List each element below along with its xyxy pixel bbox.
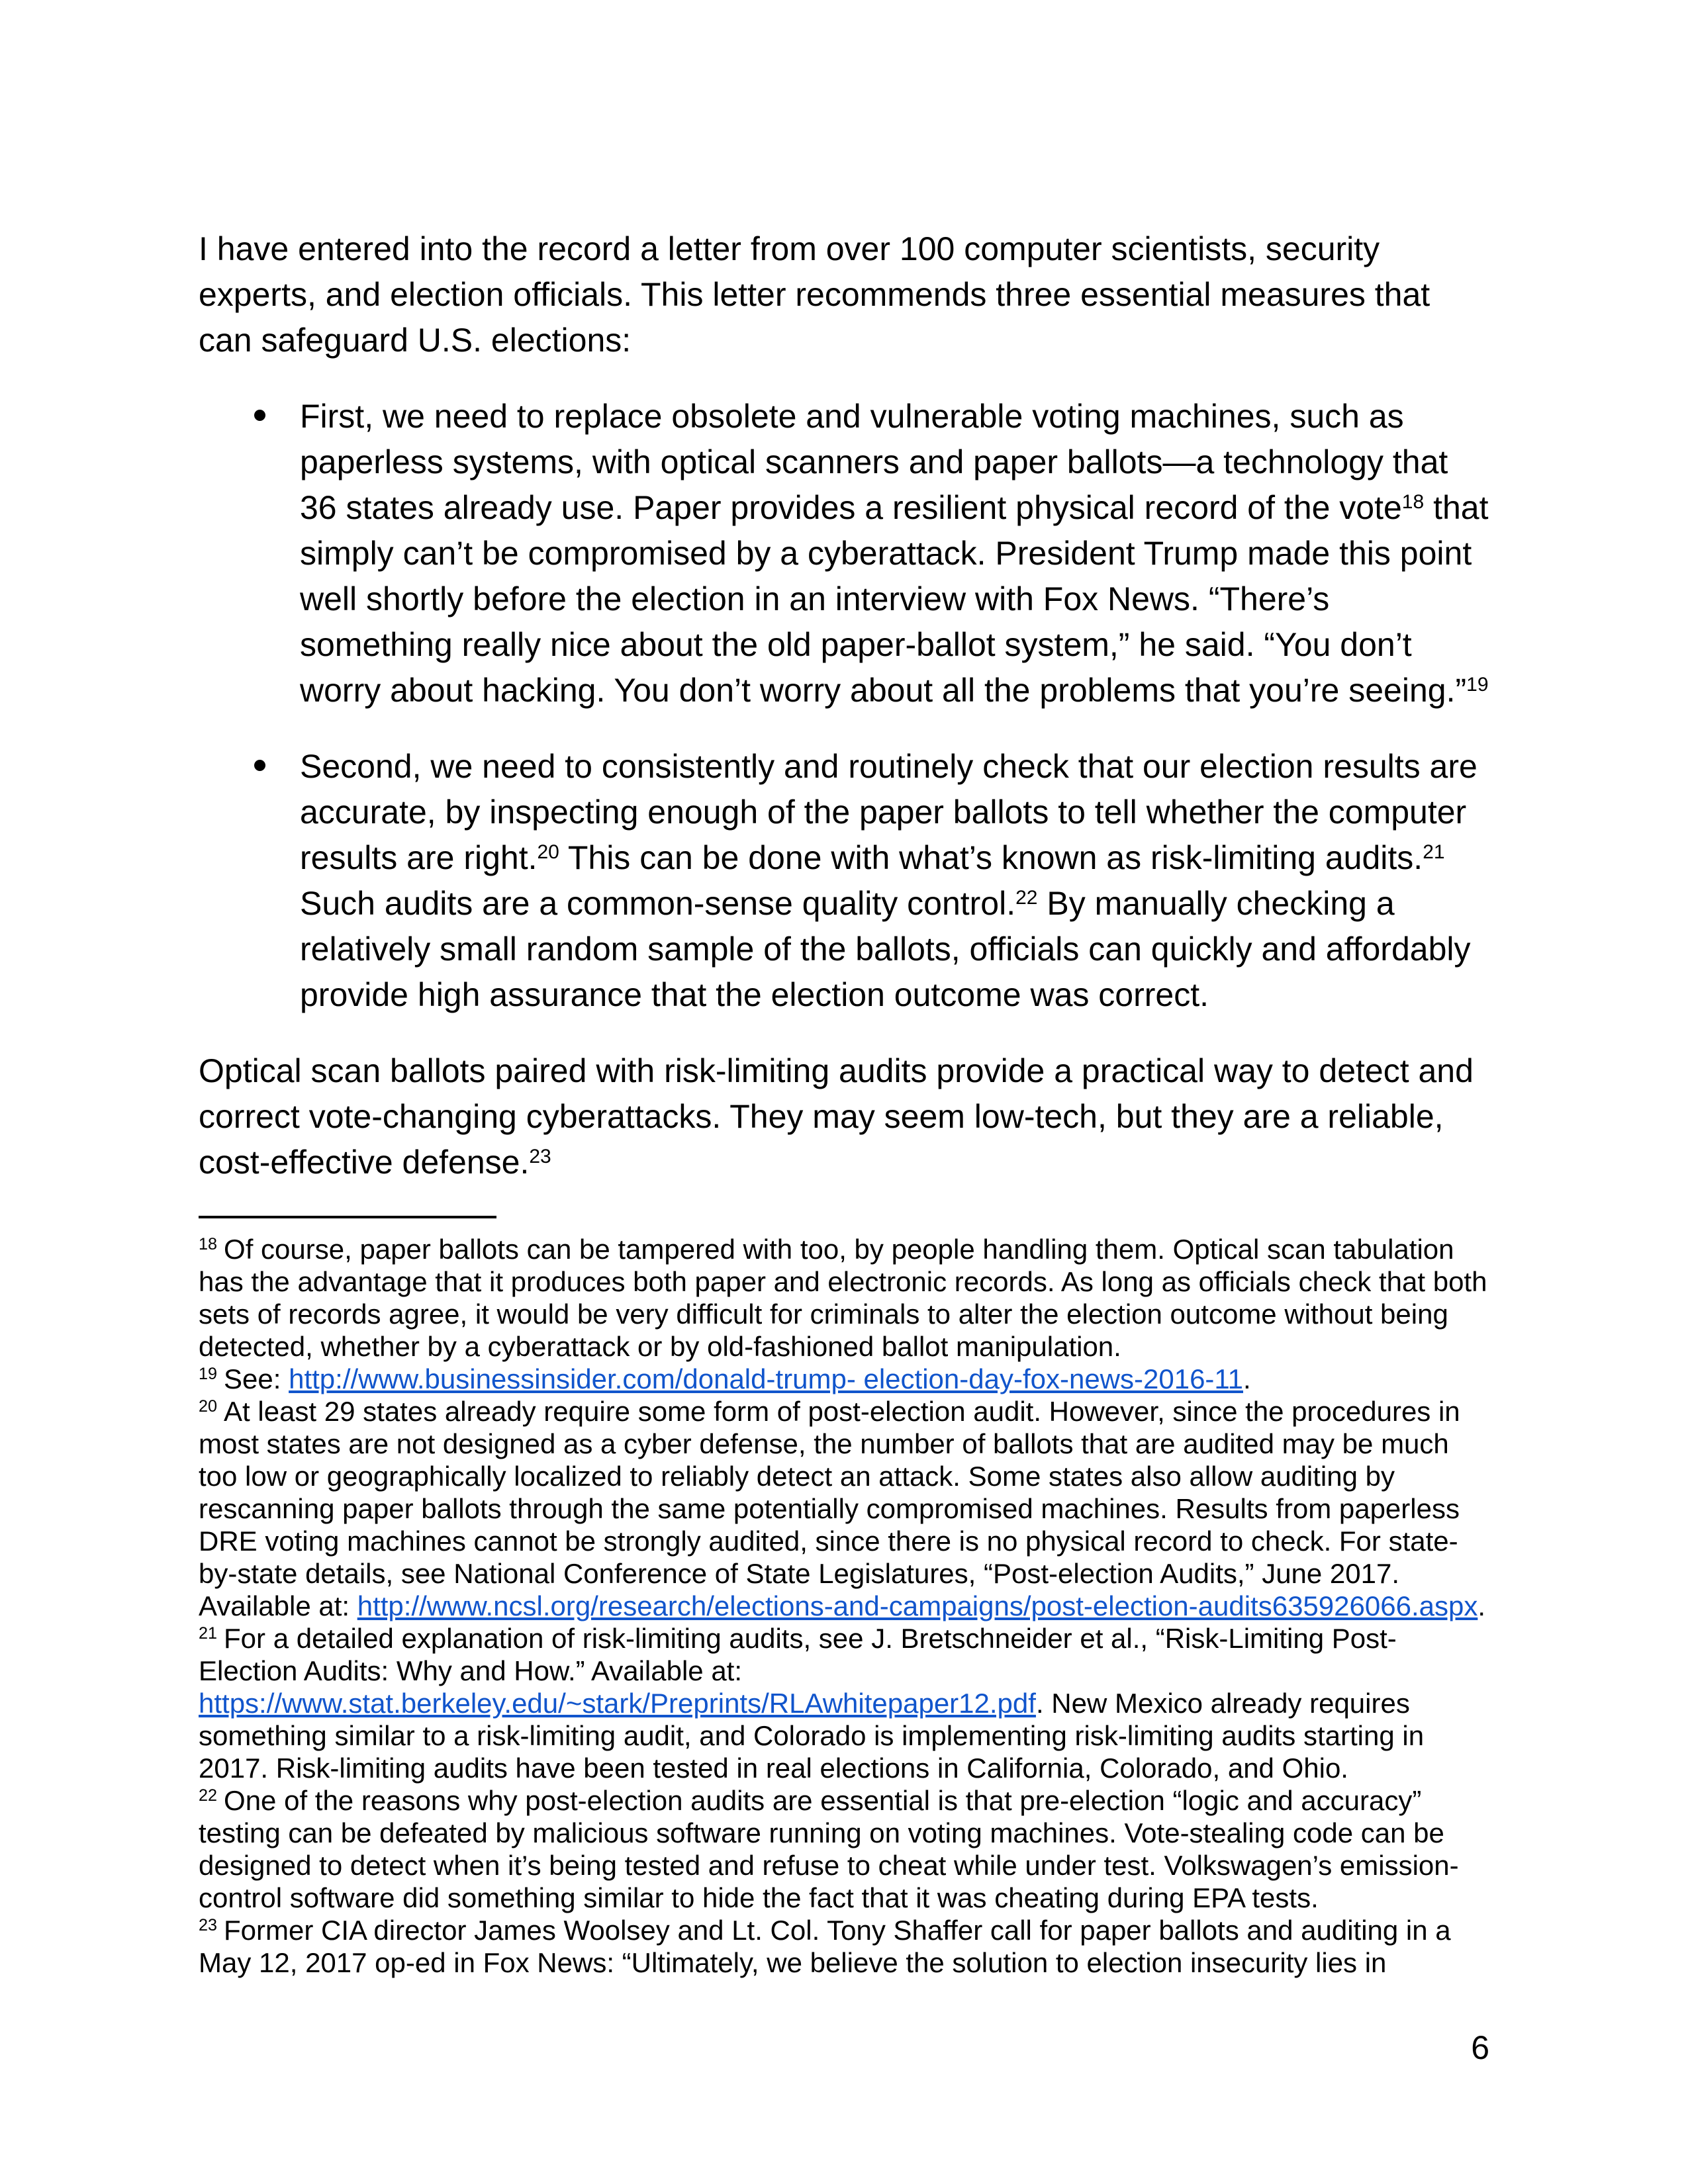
footnote-20 — [199, 1395, 1489, 1622]
footnote-number: 21 — [199, 1624, 218, 1643]
footnote-text: . New Mexico already requires something similar to a risk-limiting audit, and Colorado is implementing risk-limiting audits starting in 2017. Risk-limiting audits have been tested in real elections in California, Colorado, and Ohio. — [199, 1688, 1425, 1784]
text-segment: Such audits are a common-sense quality control. — [300, 885, 1016, 922]
document-body — [199, 226, 1489, 1185]
footnote-20-link[interactable]: http://www.ncsl.org/research/elections-and-campaigns/post-election-audits635926066.aspx — [357, 1590, 1478, 1621]
bullet-list — [199, 394, 1489, 1018]
footnote-ref-22: 22 — [1015, 886, 1038, 909]
footnote-number: 19 — [199, 1365, 218, 1384]
bullet-item-first — [199, 394, 1489, 713]
footnote-text: See: — [224, 1363, 289, 1394]
footnote-number: 18 — [199, 1235, 218, 1254]
footnote-text: . — [1243, 1363, 1251, 1394]
intro-paragraph — [199, 226, 1489, 363]
footnote-23 — [199, 1914, 1489, 1979]
footnote-ref-23: 23 — [529, 1145, 551, 1167]
footnotes-section — [199, 1233, 1489, 1979]
footnote-21 — [199, 1622, 1489, 1784]
footnote-number: 23 — [199, 1916, 218, 1935]
closing-paragraph — [199, 1048, 1489, 1185]
text-segment: First, we need to replace obsolete and vulnerable voting machines, such as paperless systems, with optical scanners and paper ballots—a technology that 36 states already use. Paper provides a resilient physical record of the vote — [300, 398, 1448, 526]
footnote-text: One of the reasons why post-election audits are essential is that pre-election “logic and accuracy” testing can be defeated by malicious software running on voting machines. Vote-stealing code can be designed to detect when it’s being tested and refuse to cheat while under test. Volkswagen’s emission-control software did something similar to hide the fact that it was cheating during EPA tests. — [199, 1785, 1459, 1913]
text-segment: By manually checking a relatively small random sample of the ballots, officials can quickly and affordably provide high assurance that the election outcome was correct. — [300, 885, 1471, 1013]
intro-text: I have entered into the record a letter from over 100 computer scientists, security experts, and election officials. This letter recommends three essential measures that can safeguard U.S. elections: — [199, 230, 1430, 359]
footnote-number: 20 — [199, 1397, 218, 1416]
text-segment: Optical scan ballots paired with risk-limiting audits provide a practical way to detect and correct vote-changing cyberattacks. They may seem low-tech, but they are a reliable, cost-effective defense. — [199, 1052, 1474, 1181]
footnote-19-link[interactable]: http://www.businessinsider.com/donald-trump- election-day-fox-news-2016-11 — [289, 1363, 1244, 1394]
footnote-ref-21: 21 — [1423, 841, 1445, 863]
footnote-18 — [199, 1233, 1489, 1363]
text-segment: Second, we need to consistently and routinely check that our election results are accurate, by inspecting enough of the paper ballots to tell whether the computer results are right. — [300, 748, 1477, 876]
footnote-number: 22 — [199, 1786, 218, 1805]
text-segment: that simply can’t be compromised by a cyberattack. President Trump made this point well shortly before the election in an interview with Fox News. “There’s something really nice about the old paper-ballot system,” he said. “You don’t worry about hacking. You don’t worry about all the problems that you’re seeing.” — [300, 489, 1489, 709]
footnote-text: For a detailed explanation of risk-limiting audits, see J. Bretschneider et al., “Risk-Limiting Post-Election Audits: Why and How.” Available at: — [199, 1623, 1397, 1686]
footnote-21-link[interactable]: https://www.stat.berkeley.edu/~stark/Preprints/RLAwhitepaper12.pdf — [199, 1688, 1036, 1719]
footnote-ref-20: 20 — [537, 841, 559, 863]
footnote-text: Of course, paper ballots can be tampered with too, by people handling them. Optical scan tabulation has the advantage that it produces both paper and electronic records. As long as officials check that both sets of records agree, it would be very difficult for criminals to alter the election outcome without being detected, whether by a cyberattack or by old-fashioned ballot manipulation. — [199, 1234, 1487, 1362]
footnote-ref-18: 18 — [1401, 490, 1425, 513]
footnote-text: At least 29 states already require some form of post-election audit. However, since the procedures in most states are not designed as a cyber defense, the number of ballots that are audited may be much too low or geographically localized to reliably detect an attack. Some states also allow auditing by rescanning paper ballots through the same potentially compromised machines. Results from paperless DRE voting machines cannot be strongly audited, since there is no physical record to check. For state-by-state details, see National Conference of State Legislatures, “Post-election Audits,” June 2017. Available at: — [199, 1396, 1460, 1621]
footnote-text: Former CIA director James Woolsey and Lt. Col. Tony Shaffer call for paper ballots and auditing in a May 12, 2017 op-ed in Fox News: “Ultimately, we believe the solution to election insecurity lies in — [199, 1915, 1451, 1978]
footnote-ref-19: 19 — [1466, 673, 1489, 696]
footnote-separator — [199, 1216, 496, 1218]
bullet-item-second — [199, 744, 1489, 1018]
footnote-19 — [199, 1363, 1489, 1395]
page-number: 6 — [1471, 2029, 1489, 2066]
text-segment: This can be done with what’s known as risk-limiting audits. — [559, 839, 1423, 876]
footnote-text: . — [1477, 1590, 1486, 1621]
footnote-22 — [199, 1784, 1489, 1914]
